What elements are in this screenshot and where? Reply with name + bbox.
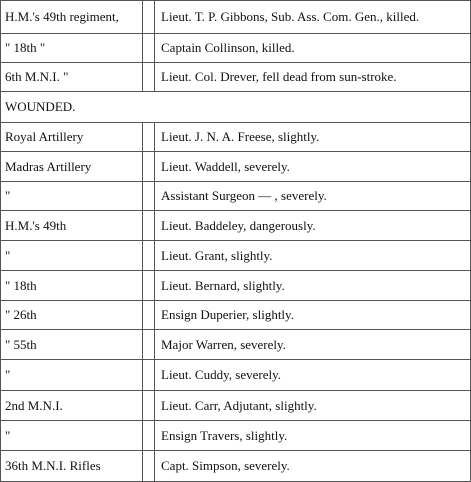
- casualty-cell: Major Warren, severely.: [161, 336, 286, 352]
- casualty-cell: Captain Collinson, killed.: [161, 40, 295, 55]
- column-gap: [143, 211, 155, 240]
- table-row: [1, 211, 470, 241]
- regiment-cell: " 55th: [1, 330, 143, 359]
- table-row: [1, 271, 470, 301]
- table-row: [1, 241, 470, 271]
- section-heading: WOUNDED.: [5, 99, 76, 114]
- regiment-cell: ": [1, 360, 143, 390]
- casualty-cell: Capt. Simpson, severely.: [161, 458, 290, 473]
- column-gap: [143, 301, 155, 329]
- column-gap: [143, 271, 155, 300]
- casualty-cell: Ensign Duperier, slightly.: [161, 307, 294, 322]
- column-gap: [143, 152, 155, 181]
- table-row: [1, 182, 470, 211]
- regiment-cell: Royal Artillery: [1, 123, 143, 151]
- table-row: [1, 360, 470, 391]
- casualty-cell: Ensign Travers, slightly.: [161, 427, 288, 443]
- column-gap: [143, 63, 155, 91]
- table-row: [1, 301, 470, 330]
- regiment-cell: ": [1, 241, 143, 270]
- table-row: [1, 330, 470, 360]
- section-heading-row: [1, 92, 470, 123]
- column-gap: [143, 330, 155, 359]
- casualty-cell: Lieut. Baddeley, dangerously.: [161, 217, 316, 233]
- casualty-cell: Lieut. Grant, slightly.: [161, 247, 273, 263]
- column-gap: [143, 451, 155, 481]
- column-gap: [143, 421, 155, 450]
- table-row: [1, 0, 470, 34]
- table-row: [1, 391, 470, 421]
- column-gap: [143, 241, 155, 270]
- casualty-cell: Lieut. Carr, Adjutant, slightly.: [161, 397, 317, 413]
- table-row: [1, 63, 470, 92]
- regiment-cell: 36th M.N.I. Rifles: [1, 451, 143, 481]
- column-gap: [143, 391, 155, 420]
- casualty-cell: Lieut. T. P. Gibbons, Sub. Ass. Com. Gen., killed.: [161, 9, 420, 24]
- casualty-cell: Lieut. J. N. A. Freese, slightly.: [161, 129, 320, 144]
- column-gap: [143, 182, 155, 210]
- casualty-cell: Lieut. Cuddy, severely.: [161, 367, 281, 382]
- regiment-cell: " 26th: [1, 301, 143, 329]
- column-gap: [143, 34, 155, 62]
- regiment-cell: H.M.'s 49th: [1, 211, 143, 240]
- regiment-cell: H.M.'s 49th regiment,: [1, 1, 143, 33]
- casualty-cell: Lieut. Col. Drever, fell dead from sun-stroke.: [161, 69, 397, 84]
- table-row: [1, 34, 470, 63]
- column-gap: [143, 1, 155, 33]
- casualty-cell: Lieut. Waddell, severely.: [161, 158, 290, 174]
- regiment-cell: 2nd M.N.I.: [1, 391, 143, 420]
- regiment-cell: ": [1, 182, 143, 210]
- regiment-cell: 6th M.N.I. ": [1, 63, 143, 91]
- column-gap: [143, 360, 155, 390]
- table-row: [1, 451, 470, 482]
- casualty-cell: Assistant Surgeon — , severely.: [161, 188, 327, 203]
- casualty-cell: Lieut. Bernard, slightly.: [161, 277, 285, 293]
- regiment-cell: Madras Artillery: [1, 152, 143, 181]
- table-row: [1, 123, 470, 152]
- regiment-cell: " 18th ": [1, 34, 143, 62]
- regiment-cell: ": [1, 421, 143, 450]
- column-gap: [143, 123, 155, 151]
- table-row: [1, 152, 470, 182]
- table-row: [1, 421, 470, 451]
- regiment-cell: " 18th: [1, 271, 143, 300]
